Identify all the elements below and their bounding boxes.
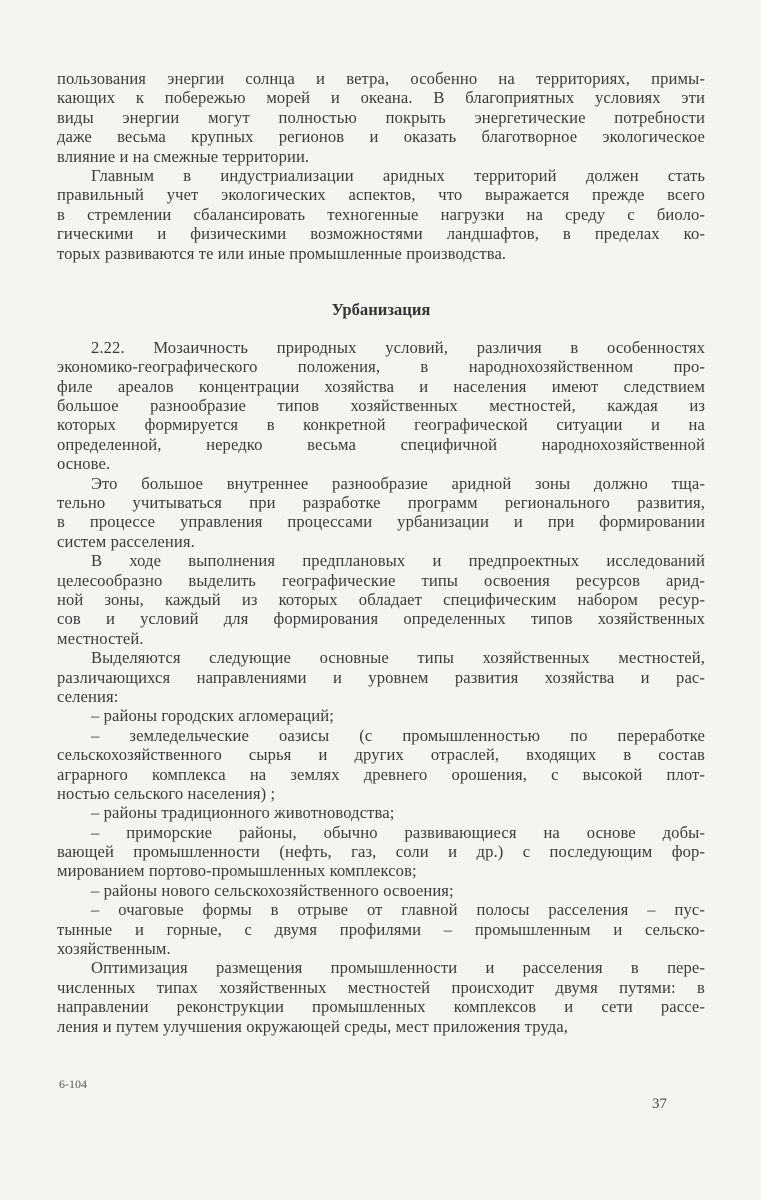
text-line: 2.22. Мозаичность природных условий, различия в особенностях <box>91 337 705 357</box>
text-line: филе ареалов концентрации хозяйства и населения имеют следствием <box>57 376 705 396</box>
text-line: хозяйственным. <box>57 939 171 959</box>
text-line: различающихся направлениями и уровнем развития хозяйства и рас- <box>57 667 705 687</box>
text-line: тынные и горные, с двумя профилями – промышленным и сельско- <box>57 919 705 939</box>
text-line: пользования энергии солнца и ветра, особенно на территориях, примы- <box>57 69 705 88</box>
paragraph <box>57 166 705 263</box>
list-item <box>57 706 705 725</box>
text-line: селения: <box>57 686 119 706</box>
text-line: – районы традиционного животноводства; <box>91 803 395 823</box>
text-line: которых формируется в конкретной географической ситуации и на <box>57 415 705 435</box>
text-line: кающих к побережью морей и океана. В благоприятных условиях эти <box>57 88 705 108</box>
signature-mark: 6-104 <box>59 1077 87 1091</box>
list-item <box>57 900 705 958</box>
text-line: торых развиваются те или иные промышленные производства. <box>57 243 507 263</box>
text-line: – приморские районы, обычно развивающиеся на основе добы- <box>91 822 705 842</box>
text-line: численных типах хозяйственных местностей происходит двумя путями: в <box>57 977 705 997</box>
paragraph <box>57 958 705 1036</box>
text-line: целесообразно выделить географические типы освоения ресурсов арид- <box>57 570 705 590</box>
text-line: в процессе управления процессами урбанизации и при формировании <box>57 512 705 532</box>
text-line: основе. <box>57 454 111 474</box>
intro-text-block <box>57 69 705 263</box>
text-line: сов и условий для формирования определенных типов хозяйственных <box>57 609 705 629</box>
text-line: мированием портово-промышленных комплексов; <box>57 861 417 881</box>
list-item <box>57 881 705 900</box>
text-line: местностей. <box>57 628 144 648</box>
text-line: виды энергии могут полностью покрыть энергетические потребности <box>57 107 705 127</box>
text-line: большое разнообразие типов хозяйственных местностей, каждая из <box>57 396 705 416</box>
text-line: Оптимизация размещения промышленности и расселения в пере- <box>91 958 705 978</box>
text-line: аграрного комплекса на землях древнего орошения, с высокой плот- <box>57 764 705 784</box>
text-line: направлении реконструкции промышленных комплексов и сети рассе- <box>57 997 705 1017</box>
paragraph <box>57 648 705 706</box>
paragraph <box>57 69 705 166</box>
list-item <box>57 823 705 881</box>
text-line: – земледельческие оазисы (с промышленностью по переработке <box>91 725 705 745</box>
text-line: правильный учет экологических аспектов, что выражается прежде всего <box>57 185 705 205</box>
paragraph <box>57 551 705 648</box>
text-line: систем расселения. <box>57 531 195 551</box>
text-line: ностью сельского населения) ; <box>57 783 276 803</box>
list-item <box>57 803 705 822</box>
text-line: тельно учитываться при разработке программ регионального развития, <box>57 493 705 513</box>
text-line: сельскохозяйственного сырья и других отраслей, входящих в состав <box>57 745 705 765</box>
text-line: влияние и на смежные территории. <box>57 146 310 166</box>
paragraph <box>57 338 705 474</box>
text-line: – очаговые формы в отрыве от главной полосы расселения – пус- <box>91 900 705 920</box>
section-text-block <box>57 338 705 1036</box>
text-line: определенной, нередко весьма специфичной народнохозяйственной <box>57 434 705 454</box>
text-line: – районы городских агломераций; <box>91 706 334 726</box>
paragraph <box>57 474 705 552</box>
text-line: ной зоны, каждый из которых обладает специфическим набором ресур- <box>57 589 705 609</box>
text-line: ления и путем улучшения окружающей среды, мест приложения труда, <box>57 1016 569 1036</box>
text-line: Выделяются следующие основные типы хозяйственных местностей, <box>91 648 705 668</box>
text-line: даже весьма крупных регионов и оказать благотворное экологическое <box>57 127 705 147</box>
text-line: экономико-географического положения, в народнохозяйственном про- <box>57 357 705 377</box>
section-heading: Урбанизация <box>331 299 431 319</box>
text-line: В ходе выполнения предплановых и предпроектных исследований <box>91 551 705 571</box>
document-page <box>57 69 705 1036</box>
text-line: вающей промышленности (нефть, газ, соли и др.) с последующим фор- <box>57 842 705 862</box>
text-line: Главным в индустриализации аридных территорий должен стать <box>91 165 705 185</box>
page-number: 37 <box>652 1096 667 1112</box>
text-line: в стремлении сбалансировать техногенные нагрузки на среду с биоло- <box>57 204 705 224</box>
text-line: – районы нового сельскохозяйственного освоения; <box>91 880 454 900</box>
list-item <box>57 726 705 804</box>
text-line: Это большое внутреннее разнообразие аридной зоны должно тща- <box>91 473 705 493</box>
text-line: гическими и физическими возможностями ландшафтов, в пределах ко- <box>57 224 705 244</box>
